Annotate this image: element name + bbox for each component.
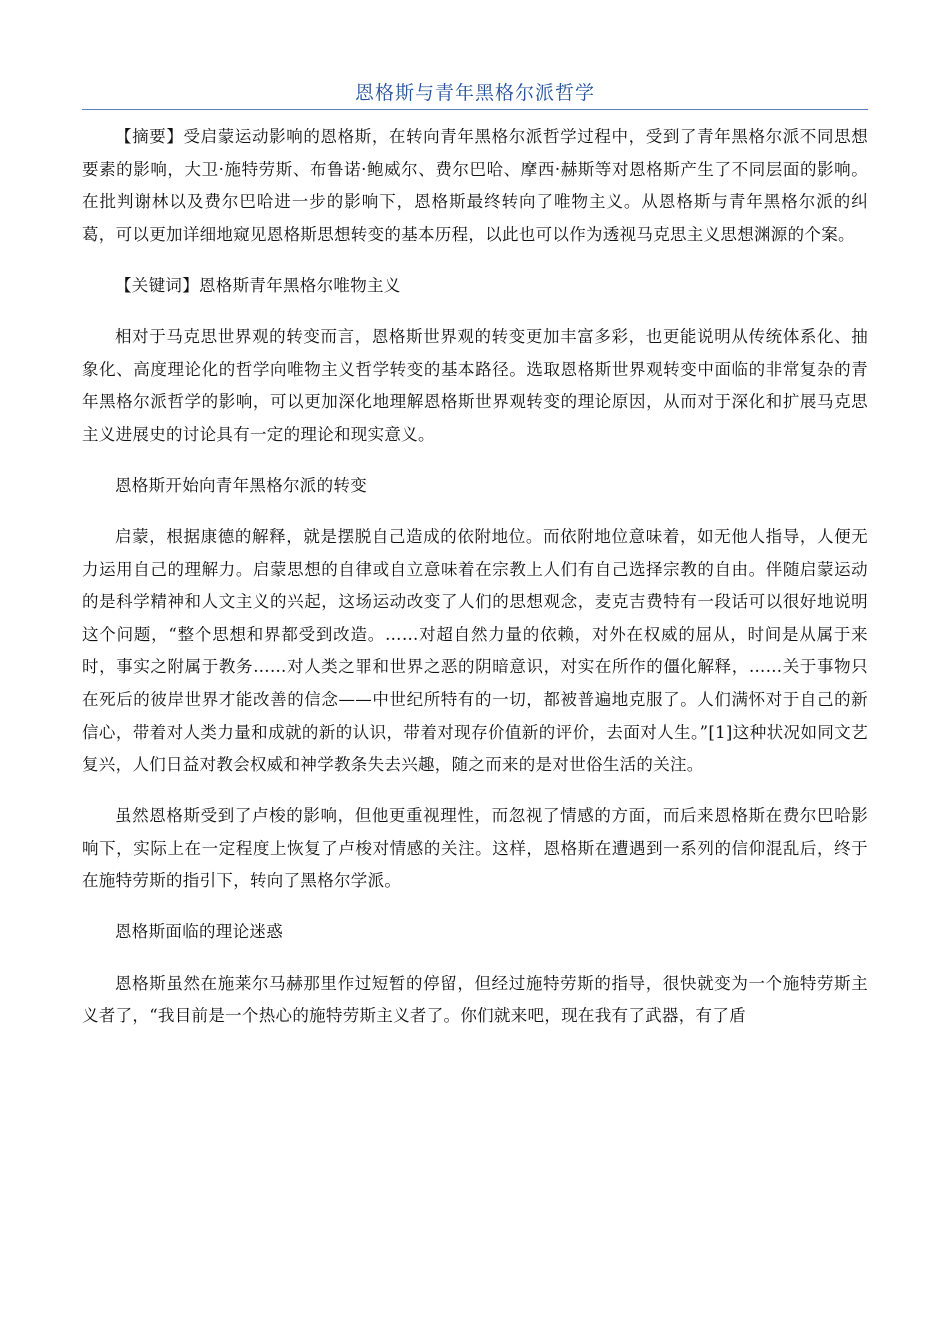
document-body bbox=[82, 121, 868, 1033]
intro-paragraph: 相对于马克思世界观的转变而言，恩格斯世界观的转变更加丰富多彩，也更能说明从传统体系化、抽象化、高度理论化的哲学向唯物主义哲学转变的基本路径。选取恩格斯世界观转变中面临的非常复杂的青年黑格尔派哲学的影响，可以更加深化地理解恩格斯世界观转变的理论原因，从而对于深化和扩展马克思主义进展史的讨论具有一定的理论和现实意义。 bbox=[82, 326, 868, 444]
body-paragraph: 启蒙，根据康德的解释，就是摆脱自己造成的依附地位。而依附地位意味着，如无他人指导，人便无力运用自己的理解力。启蒙思想的自律或自立意味着在宗教上人们有自己选择宗教的自由。伴随启蒙运动的是科学精神和人文主义的兴起，这场运动改变了人们的思想观念，麦克吉费特有一段话可以很好地说明这个问题，“整个思想和界都受到改造。……对超自然力量的依赖，对外在权威的屈从，时间是从属于来时，事实之附属于教务……对人类之罪和世界之恶的阴暗意识，对实在所作的僵化解释，……关于事物只在死后的彼岸世界才能改善的信念——中世纪所特有的一切，都被普遍地克服了。人们满怀对于自己的新信心，带着对人类力量和成就的新的认识，带着对现存价值新的评价，去面对人生。”[1]这种状况如同文艺复兴，人们日益对教会权威和神学教条失去兴趣，随之而来的是对世俗生活的关注。 bbox=[82, 526, 868, 775]
body-paragraph: 恩格斯虽然在施莱尔马赫那里作过短暂的停留，但经过施特劳斯的指导，很快就变为一个施特劳斯主义者了，“我目前是一个热心的施特劳斯主义者了。你们就来吧，现在我有了武器，有了盾 bbox=[82, 973, 868, 1026]
document-title: 恩格斯与青年黑格尔派哲学 bbox=[354, 82, 595, 104]
body-paragraph: 虽然恩格斯受到了卢梭的影响，但他更重视理性，而忽视了情感的方面，而后来恩格斯在费尔巴哈影响下，实际上在一定程度上恢复了卢梭对情感的关注。这样，恩格斯在遭遇到一系列的信仰混乱后，终于在施特劳斯的指引下，转向了黑格尔学派。 bbox=[82, 806, 868, 891]
abstract-paragraph: 【摘要】受启蒙运动影响的恩格斯，在转向青年黑格尔派哲学过程中，受到了青年黑格尔派不同思想要素的影响，大卫·施特劳斯、布鲁诺·鲍威尔、费尔巴哈、摩西·赫斯等对恩格斯产生了不同层面的影响。在批判谢林以及费尔巴哈进一步的影响下，恩格斯最终转向了唯物主义。从恩格斯与青年黑格尔派的纠葛，可以更加详细地窥见恩格斯思想转变的基本历程，以此也可以作为透视马克思主义思想渊源的个案。 bbox=[82, 127, 868, 244]
section-heading: 恩格斯面临的理论迷惑 bbox=[115, 922, 283, 942]
section-heading: 恩格斯开始向青年黑格尔派的转变 bbox=[115, 475, 367, 495]
keywords-paragraph: 【关键词】恩格斯青年黑格尔唯物主义 bbox=[115, 275, 401, 295]
title-divider bbox=[82, 109, 868, 110]
